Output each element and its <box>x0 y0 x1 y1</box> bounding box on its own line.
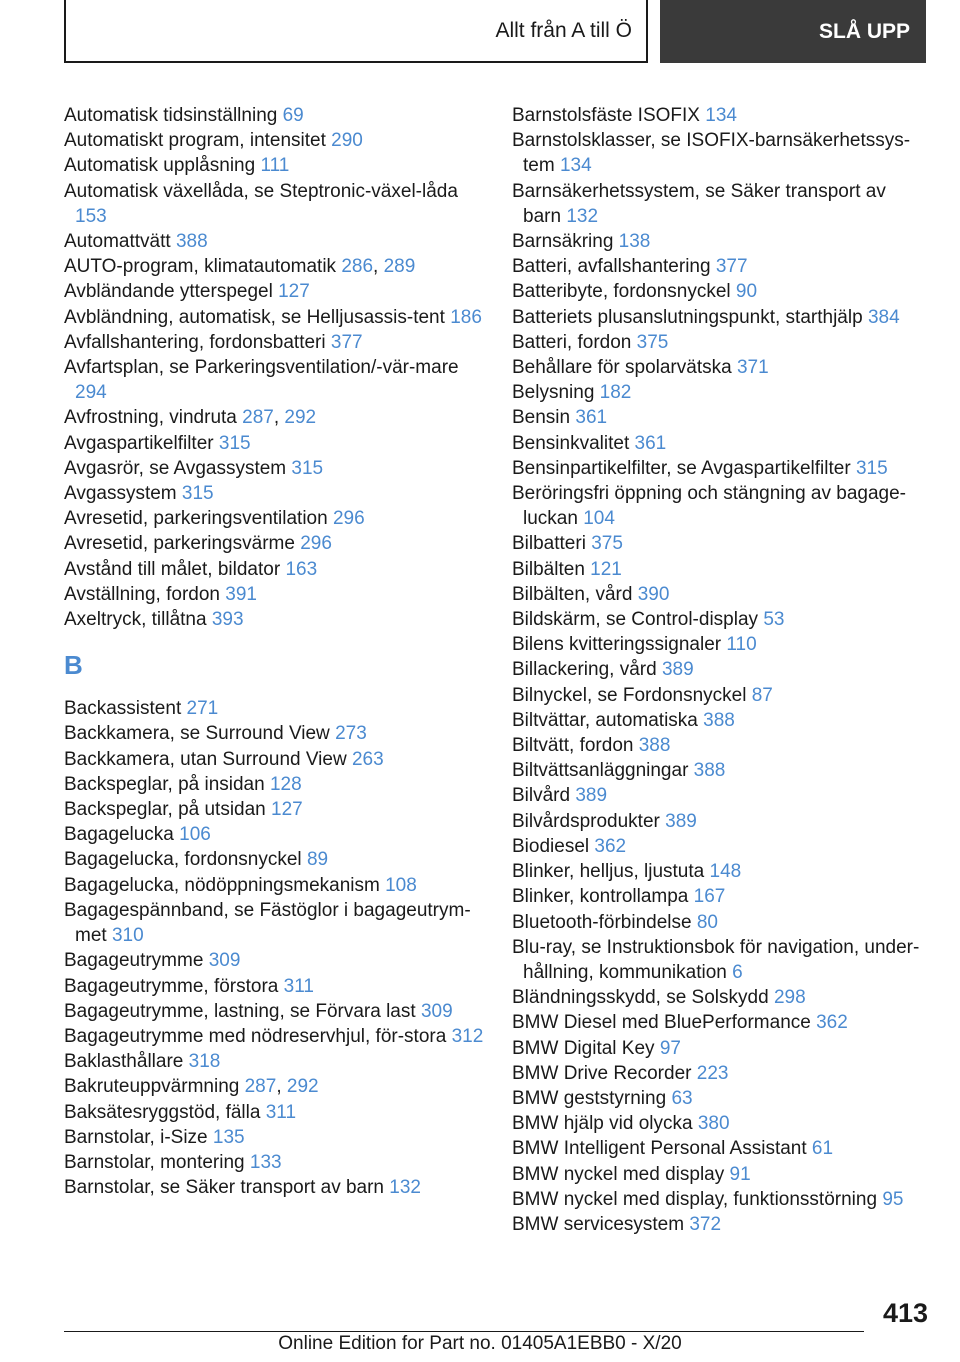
index-entry-term: Avgassystem <box>64 483 177 505</box>
index-entry-term: Blinker, kontrollampa <box>512 886 689 908</box>
page-number: 413 <box>882 1298 928 1328</box>
index-entry-term: Bilbälten <box>512 558 585 580</box>
index-entry-term: BMW servicesystem <box>512 1213 685 1235</box>
index-entry-term: Avgaspartikelfilter <box>64 432 214 454</box>
index-entry <box>512 279 927 304</box>
index-entry-term: Automatisk tidsinställning <box>64 105 278 126</box>
index-entry-term: BMW Drive Recorder <box>512 1062 692 1084</box>
index-entry <box>512 355 927 380</box>
index-entry-term: Bilbälten, vård <box>512 583 633 605</box>
index-entry <box>64 128 494 153</box>
index-entry <box>512 254 927 279</box>
page-reference-link[interactable]: 133 <box>249 1151 282 1173</box>
index-entry-term: BMW geststyrning <box>512 1087 667 1109</box>
page-reference-link[interactable]: 80 <box>696 911 718 933</box>
page-reference-link[interactable]: 389 <box>665 810 697 832</box>
index-entry-term: Bakruteuppvärmning <box>64 1076 240 1098</box>
index-entry <box>64 898 494 948</box>
page-reference-link[interactable]: 371 <box>736 357 769 379</box>
index-entry-term: Biodiesel <box>512 835 590 857</box>
page-reference-link[interactable]: 182 <box>599 382 632 404</box>
index-entry <box>512 1187 927 1212</box>
index-entry-term: Bagagespännband, se Fästöglor i bagageutrym‐met <box>64 899 471 947</box>
index-entry-term: Bagageutrymme <box>64 950 204 972</box>
index-entry <box>64 1125 494 1150</box>
index-entry-term: Behållare för spolarvätska <box>512 357 732 379</box>
page-reference-link[interactable]: 90 <box>735 281 758 303</box>
index-entry <box>512 1036 927 1061</box>
index-entry-term: Avresetid, parkeringsvärme <box>64 533 295 555</box>
index-entry-term: Bagagelucka, nödöppningsmekanism <box>64 874 380 896</box>
page-reference-link[interactable]: 127 <box>278 281 310 303</box>
index-entry-term: Avbländande ytterspegel <box>64 281 273 303</box>
page-reference-link[interactable]: 372 <box>689 1213 722 1235</box>
index-entry <box>64 456 494 481</box>
page-reference-link[interactable]: 167 <box>693 886 726 908</box>
index-entry <box>64 607 494 632</box>
index-entry-term: Batteri, avfallshantering <box>512 256 711 278</box>
index-entry <box>512 582 927 607</box>
index-entry-term: Barnsäkring <box>512 231 614 253</box>
index-entry <box>64 279 494 304</box>
page-reference-link[interactable]: 95 <box>882 1188 904 1210</box>
page-reference-link[interactable]: 298 <box>773 987 806 1009</box>
index-entry <box>64 229 494 254</box>
page-reference-link[interactable]: 296 <box>332 508 365 530</box>
page-reference-link[interactable]: 389 <box>575 785 608 807</box>
index-entry <box>512 683 927 708</box>
page-reference-link[interactable]: 361 <box>634 432 667 454</box>
index-entry <box>512 557 927 582</box>
index-entry <box>512 733 927 758</box>
page-reference-link[interactable]: 311 <box>265 1101 297 1123</box>
index-entry-term: Automatisk växellåda, se Steptronic-växel‐låda <box>64 180 458 202</box>
page-reference-link[interactable]: 138 <box>618 231 651 253</box>
index-entry-term: Automattvätt <box>64 231 171 253</box>
index-entry <box>64 506 494 531</box>
index-entry-term: Bildskärm, se Control-display <box>512 609 759 631</box>
index-entry <box>64 1175 494 1200</box>
page-reference-link[interactable]: 388 <box>703 709 735 731</box>
page-reference-link[interactable]: 121 <box>590 558 622 580</box>
index-entry <box>64 305 494 330</box>
index-entry-term: AUTO-program, klimatautomatik <box>64 256 337 278</box>
index-entry-term: Bilvårdsprodukter <box>512 810 660 832</box>
page-reference-link[interactable]: 391 <box>225 583 257 605</box>
page-reference-link[interactable]: 362 <box>816 1012 848 1034</box>
index-entry-term: Bagagelucka, fordonsnyckel <box>64 849 302 871</box>
index-entry <box>512 456 927 481</box>
index-entry <box>512 910 927 935</box>
index-entry <box>512 1086 927 1111</box>
tab-lookup[interactable]: SLÅ UPP <box>660 0 926 63</box>
page-reference-link[interactable]: 315 <box>855 457 888 479</box>
page-reference-link[interactable]: 290 <box>331 130 363 152</box>
index-entry <box>512 884 927 909</box>
index-entry-term: Bagageutrymme med nödreservhjul, för‐stora <box>64 1025 447 1047</box>
page-reference-link[interactable]: 61 <box>811 1138 834 1160</box>
page-reference-link[interactable]: 315 <box>291 457 324 479</box>
index-entry <box>64 1024 494 1049</box>
index-entry <box>64 557 494 582</box>
index-entry: Avfrostning, vindruta 287, 292 <box>64 407 317 429</box>
index-entry-term: Bilvård <box>512 785 571 807</box>
page-reference-link[interactable]: 315 <box>218 432 251 454</box>
index-entry-term: BMW hjälp vid olycka <box>512 1113 693 1135</box>
index-entry-term: Blu-ray, se Instruktionsbok för navigation, under‐hållning, kommunikation <box>512 936 920 983</box>
page-reference-link[interactable]: 63 <box>671 1087 693 1109</box>
index-entry <box>64 797 494 822</box>
index-entry-term: Biltvättar, automatiska <box>512 709 698 731</box>
index-entry-term: Billackering, vård <box>512 659 657 681</box>
page-reference-link[interactable]: 53 <box>763 609 785 631</box>
index-entry-term: BMW Intelligent Personal Assistant <box>512 1138 807 1160</box>
index-entry <box>64 772 494 797</box>
index-entry-term: Bagageutrymme, förstora <box>64 975 279 997</box>
index-entry-term: Axeltryck, tillåtna <box>64 609 207 631</box>
page-reference-link[interactable]: 388 <box>638 735 671 757</box>
index-entry <box>512 859 927 884</box>
index-entry <box>512 1212 927 1237</box>
index-entry <box>64 948 494 973</box>
index-entry-term: Avfrostning, vindruta <box>64 407 237 429</box>
page-reference-link[interactable]: 384 <box>867 306 900 328</box>
index-entry <box>512 1010 927 1035</box>
tab-index-a-to-o[interactable]: Allt från A till Ö <box>64 0 648 63</box>
index-entry <box>512 1111 927 1136</box>
page-reference-link[interactable]: 310 <box>111 925 144 947</box>
index-entry <box>512 935 927 985</box>
index-entry-term: Backkamera, se Surround View <box>64 723 330 745</box>
page-reference-link[interactable]: 361 <box>575 407 608 429</box>
page-reference-link[interactable]: 292 <box>286 1076 319 1098</box>
page-reference-link[interactable]: 377 <box>330 331 363 353</box>
page-reference-link[interactable]: 362 <box>594 835 627 857</box>
index-entry-term: Barnstolar, i-Size <box>64 1126 208 1148</box>
index-entry <box>512 809 927 834</box>
index-entry <box>64 582 494 607</box>
index-entry <box>64 721 494 746</box>
index-entry <box>64 822 494 847</box>
index-entry <box>512 179 927 229</box>
page-reference-link[interactable]: 287 <box>244 1076 277 1098</box>
index-entry-term: Barnsäkerhetssystem, se Säker transport av barn <box>512 180 886 227</box>
index-entry <box>512 758 927 783</box>
page-reference-link[interactable]: 294 <box>75 382 107 404</box>
page-reference-link[interactable]: 186 <box>450 306 482 328</box>
index-entry-term: BMW Diesel med BluePerformance <box>512 1012 811 1034</box>
index-entry <box>64 431 494 456</box>
index-entry-term: Avbländning, automatisk, se Helljusassis‐tent <box>64 306 445 328</box>
index-entry-term: Biltvättsanläggningar <box>512 760 689 782</box>
page-reference-link[interactable]: 135 <box>212 1126 245 1148</box>
page-reference-link[interactable]: 223 <box>696 1062 729 1084</box>
index-entry-term: Belysning <box>512 382 595 404</box>
page-reference-link[interactable]: 273 <box>335 723 367 745</box>
page-reference-link[interactable]: 287 <box>242 407 274 429</box>
index-entry <box>512 431 927 456</box>
index-column-left <box>64 103 494 1200</box>
index-entry-term: Backspeglar, på utsidan <box>64 799 266 821</box>
page-reference-link[interactable]: 393 <box>211 609 244 631</box>
footer-edition-text: Online Edition for Part no. 01405A1EBB0 - X/20 <box>278 1333 682 1354</box>
section-letter: B <box>64 650 83 681</box>
index-entry-term: Automatiskt program, intensitet <box>64 130 326 152</box>
index-entry-term: Bilens kvitteringssignaler <box>512 634 722 656</box>
page-reference-link[interactable]: 127 <box>271 799 303 821</box>
index-entry <box>512 632 927 657</box>
page-reference-link[interactable]: 97 <box>659 1037 681 1059</box>
page-reference-link[interactable]: 263 <box>351 748 384 770</box>
page-reference-link[interactable]: 108 <box>385 874 417 896</box>
page-reference-link[interactable]: 271 <box>186 698 219 720</box>
index-entry <box>512 305 927 330</box>
index-entry <box>64 330 494 355</box>
index-entry-term: Avstånd till målet, bildator <box>64 558 281 580</box>
page-reference-link[interactable]: 309 <box>420 1000 453 1022</box>
page-reference-link[interactable]: 134 <box>559 155 592 177</box>
index-entry-term: Barnstolar, montering <box>64 1151 245 1173</box>
page-reference-link[interactable]: 390 <box>637 583 670 605</box>
index-entry-term: Backassistent <box>64 698 182 720</box>
page-reference-link[interactable]: 104 <box>583 508 615 530</box>
page-reference-link[interactable]: 106 <box>179 824 211 846</box>
index-entry <box>512 531 927 556</box>
page-reference-link[interactable]: 153 <box>75 205 107 227</box>
page-reference-link[interactable]: 132 <box>566 205 599 227</box>
index-entry-term: Avgasrör, se Avgassystem <box>64 457 287 479</box>
page-reference-link[interactable]: 148 <box>709 861 742 883</box>
index-entry <box>64 355 494 405</box>
page-reference-link[interactable]: 87 <box>751 684 773 706</box>
index-entry-term: Blinker, helljus, ljustuta <box>512 861 705 883</box>
page-reference-link[interactable]: 311 <box>283 975 314 997</box>
index-entry <box>512 380 927 405</box>
index-entry-term: Bilbatteri <box>512 533 586 555</box>
page-reference-link[interactable]: 315 <box>181 483 214 505</box>
index-entry-term: Batteri, fordon <box>512 331 632 353</box>
page-reference-link[interactable]: 69 <box>282 105 304 126</box>
index-entry <box>512 607 927 632</box>
index-entry-term: Biltvätt, fordon <box>512 735 634 757</box>
index-entry-term: Bluetooth-förbindelse <box>512 911 692 933</box>
index-entry <box>512 229 927 254</box>
index-entry-term: Barnstolsfäste ISOFIX <box>512 105 700 126</box>
index-entry-term: Baksätesryggstöd, fälla <box>64 1101 261 1123</box>
index-entry-term: Barnstolar, se Säker transport av barn <box>64 1177 384 1199</box>
page-reference-link[interactable]: 388 <box>693 760 726 782</box>
index-entry <box>64 1049 494 1074</box>
index-entry <box>64 974 494 999</box>
page-reference-link[interactable]: 312 <box>451 1025 484 1047</box>
footer-divider <box>64 1331 864 1332</box>
page-reference-link[interactable]: 110 <box>726 634 757 656</box>
index-entry <box>512 1162 927 1187</box>
index-entry <box>64 103 494 128</box>
page-reference-link[interactable]: 318 <box>188 1051 221 1073</box>
index-entry-term: BMW Digital Key <box>512 1037 655 1059</box>
index-entry <box>512 783 927 808</box>
index-entry <box>512 103 927 128</box>
index-entry <box>512 708 927 733</box>
index-entry <box>64 1100 494 1125</box>
index-entry <box>512 985 927 1010</box>
index-entry <box>64 531 494 556</box>
page-reference-link[interactable]: 377 <box>715 256 748 278</box>
index-entry <box>64 481 494 506</box>
index-entry-term: Backkamera, utan Surround View <box>64 748 347 770</box>
index-column-right <box>512 103 927 1237</box>
page-reference-link[interactable]: 389 <box>661 659 694 681</box>
index-entry-term: Avfallshantering, fordonsbatteri <box>64 331 326 353</box>
page-reference-link[interactable]: 111 <box>260 155 290 177</box>
index-entry <box>64 847 494 872</box>
page-reference-link[interactable]: 309 <box>208 950 241 972</box>
page-reference-link[interactable]: 134 <box>705 105 737 126</box>
index-entry-term: Avfartsplan, se Parkeringsventilation/-vär‐mare <box>64 357 459 379</box>
index-entry <box>512 1061 927 1086</box>
index-entry-term: Batteriets plusanslutningspunkt, starthjälp <box>512 306 863 328</box>
index-entry <box>512 128 927 178</box>
index-entry <box>64 696 494 721</box>
index-entry <box>64 999 494 1024</box>
page-reference-link[interactable]: 289 <box>383 256 416 278</box>
index-entry <box>512 405 927 430</box>
index-entry <box>512 1136 927 1161</box>
index-entry: AUTO-program, klimatautomatik 286, 289 <box>64 256 416 278</box>
index-entry <box>512 834 927 859</box>
index-entry-term: BMW nyckel med display, funktionsstörning <box>512 1188 878 1210</box>
page-reference-link[interactable]: 286 <box>341 256 374 278</box>
page-reference-link[interactable]: 375 <box>591 533 623 555</box>
index-entry <box>512 657 927 682</box>
index-entry-term: Bilnyckel, se Fordonsnyckel <box>512 684 747 706</box>
index-entry-term: Automatisk upplåsning <box>64 155 256 177</box>
index-entry <box>64 873 494 898</box>
index-entry-term: Bensin <box>512 407 571 429</box>
page-reference-link[interactable]: 91 <box>729 1163 751 1185</box>
index-entry-term: Backspeglar, på insidan <box>64 773 265 795</box>
page-reference-link[interactable]: 388 <box>175 231 208 253</box>
index-entry-term: Bagagelucka <box>64 824 174 846</box>
index-entry-term: Avresetid, parkeringsventilation <box>64 508 328 530</box>
page-reference-link[interactable]: 132 <box>389 1177 421 1199</box>
index-entry <box>512 330 927 355</box>
page-reference-link[interactable]: 292 <box>284 407 317 429</box>
index-entry <box>64 1150 494 1175</box>
index-entry-term: Barnstolsklasser, se ISOFIX-barnsäkerhetssys‐tem <box>512 130 911 177</box>
page-reference-link[interactable]: 296 <box>300 533 332 555</box>
index-entry <box>64 747 494 772</box>
index-entry <box>64 179 494 229</box>
index-entry <box>512 481 927 531</box>
index-entry-term: Bensinpartikelfilter, se Avgaspartikelfilter <box>512 457 851 479</box>
index-entry-term: Baklasthållare <box>64 1051 184 1073</box>
index-entry-term: Bländningsskydd, se Solskydd <box>512 987 769 1009</box>
page-reference-link[interactable]: 128 <box>269 773 302 795</box>
index-entry-term: Avställning, fordon <box>64 583 220 605</box>
index-entry: Bakruteuppvärmning 287, 292 <box>64 1076 319 1098</box>
page-header <box>64 0 926 64</box>
index-entry <box>64 153 494 178</box>
page-reference-link[interactable]: 375 <box>636 331 669 353</box>
page-reference-link[interactable]: 6 <box>732 961 743 983</box>
index-entry-term: Beröringsfri öppning och stängning av bagage‐luckan <box>512 483 906 530</box>
index-entry-term: Batteribyte, fordonsnyckel <box>512 281 731 303</box>
index-entry-term: BMW nyckel med display <box>512 1163 725 1185</box>
page-reference-link[interactable]: 380 <box>697 1113 730 1135</box>
page-reference-link[interactable]: 163 <box>285 558 318 580</box>
page-reference-link[interactable]: 89 <box>306 849 329 871</box>
index-entry-term: Bensinkvalitet <box>512 432 630 454</box>
index-entry-term: Bagageutrymme, lastning, se Förvara last <box>64 1000 416 1022</box>
